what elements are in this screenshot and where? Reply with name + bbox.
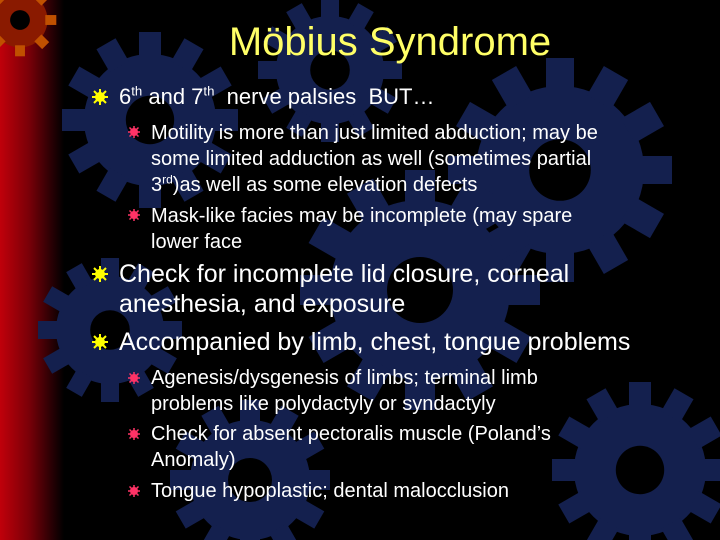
bullet-text: 6th and 7th nerve palsies BUT… — [119, 83, 435, 109]
bullet-text: Motility is more than just limited abduction; may be — [151, 122, 598, 144]
bullet-text: Agenesis/dysgenesis of limbs; terminal limb — [151, 367, 538, 389]
bullet-text: Tongue hypoplastic; dental malocclusion — [151, 480, 509, 502]
bullet-text: Check for incomplete lid closure, corneal — [119, 260, 570, 288]
bullet-icon — [128, 428, 140, 440]
bullet-icon — [128, 209, 140, 221]
slide-title: Möbius Syndrome — [228, 20, 552, 64]
bullet-text: Accompanied by limb, chest, tongue problems — [119, 328, 631, 356]
bullet-icon — [92, 334, 108, 350]
bullet-icon — [128, 126, 140, 138]
bullet-text: problems like polydactyly or syndactyly — [151, 393, 496, 415]
bullet-icon — [128, 372, 140, 384]
bullet-text: lower face — [151, 231, 243, 253]
bullet-icon — [92, 266, 108, 282]
bullet-text: Check for absent pectoralis muscle (Poland’s — [151, 423, 551, 445]
bullet-text: anesthesia, and exposure — [119, 290, 406, 318]
bullet-text: Anomaly) — [151, 449, 236, 471]
bullet-text: some limited adduction as well (sometimes partial — [151, 148, 592, 170]
bullet-text: 3rd)as well as some elevation defects — [151, 172, 478, 196]
bullet-icon — [92, 89, 108, 105]
bullet-icon — [128, 485, 140, 497]
bullet-text: Mask-like facies may be incomplete (may spare — [151, 205, 573, 227]
